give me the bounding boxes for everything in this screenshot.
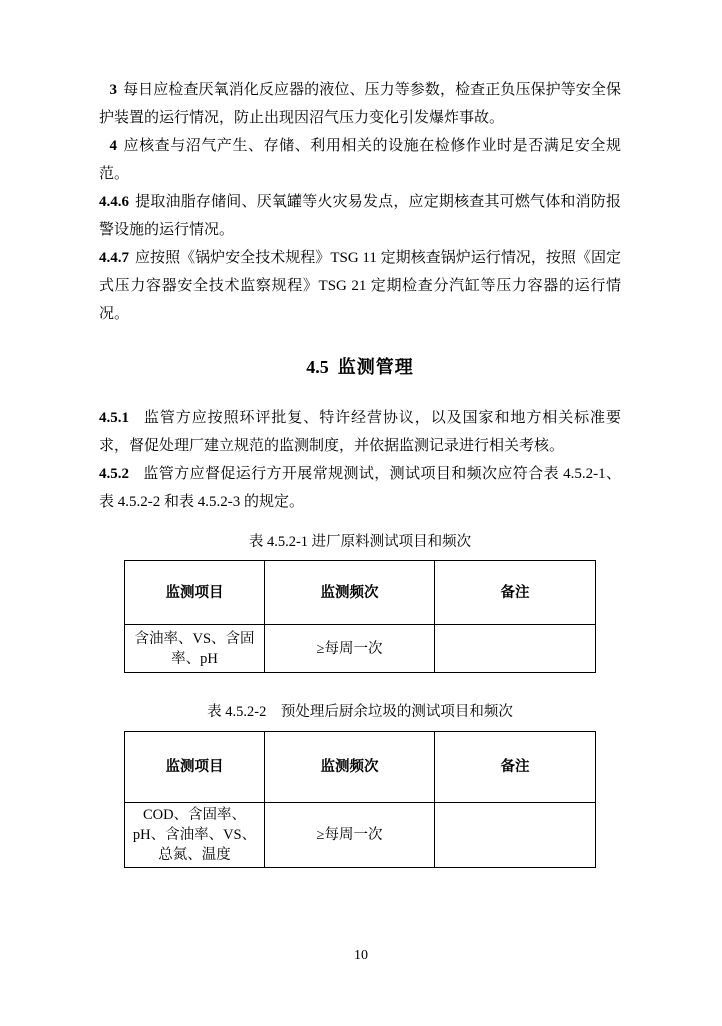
table-caption-4-5-2-2: 表 4.5.2-2 预处理后厨余垃圾的测试项目和频次: [207, 704, 513, 720]
header-cell-item: 监测项目: [125, 732, 265, 803]
clause-text: 提取油脂存储间、厌氧罐等火灾易发点，应定期核查其可燃气体和消防报警设施的运行情况。: [99, 194, 621, 238]
clause-paragraph-3: [99, 76, 621, 132]
table-row: [125, 803, 596, 868]
clause-paragraph-4-5-1: [99, 404, 621, 460]
data-cell-frequency: ≥每周一次: [265, 803, 435, 868]
clause-number: 4.5.1: [99, 410, 129, 426]
page-number: 10: [354, 948, 368, 963]
data-cell-item: 含油率、VS、含固率、pH: [125, 625, 265, 673]
clause-text: 应按照《锅炉安全技术规程》TSG 11 定期核查锅炉运行情况，按照《固定式压力容器安全技术监察规程》TSG 21 定期检查分汽缸等压力容器的运行情况。: [99, 250, 621, 322]
header-cell-frequency: 监测频次: [265, 732, 435, 803]
data-cell-note: [435, 803, 596, 868]
clause-paragraph-4-5-2: [99, 460, 621, 516]
table-header-row: [125, 732, 596, 803]
clause-number: 4.4.7: [99, 250, 129, 266]
data-cell-frequency: ≥每周一次: [265, 625, 435, 673]
clause-text: 每日应检查厌氧消化反应器的液位、压力等参数，检查正负压保护等安全保护装置的运行情况，防止出现因沼气压力变化引发爆炸事故。: [99, 82, 621, 126]
clause-text: 监管方应按照环评批复、特许经营协议，以及国家和地方相关标准要求，督促处理厂建立规范的监测制度，并依据监测记录进行相关考核。: [99, 410, 621, 454]
table-header-row: [125, 561, 596, 625]
clause-text: 应核查与沼气产生、存储、利用相关的设施在检修作业时是否满足安全规范。: [99, 138, 621, 182]
clause-number: 4.4.6: [99, 194, 129, 210]
clause-paragraph-4-4-7: [99, 244, 621, 328]
clause-paragraph-4-4-6: [99, 188, 621, 244]
table-row: [125, 625, 596, 673]
section-number: 4.5: [306, 357, 329, 377]
header-cell-item: 监测项目: [125, 561, 265, 625]
header-cell-note: 备注: [435, 561, 596, 625]
clause-number: 3: [109, 82, 117, 98]
monitoring-table-raw-material: [124, 560, 596, 673]
clause-text: 监管方应督促运行方开展常规测试，测试项目和频次应符合表 4.5.2-1、表 4.5.2-2 和表 4.5.2-3 的规定。: [99, 466, 621, 510]
section-heading: [99, 352, 621, 382]
data-cell-note: [435, 625, 596, 673]
clause-number: 4.5.2: [99, 466, 129, 482]
header-cell-note: 备注: [435, 732, 596, 803]
section-title: 监测管理: [337, 357, 414, 377]
header-cell-frequency: 监测频次: [265, 561, 435, 625]
data-cell-item: COD、含固率、pH、含油率、VS、总氮、温度: [125, 803, 265, 868]
clause-number: 4: [109, 138, 117, 154]
monitoring-table-pretreated-waste: [124, 731, 596, 868]
table-caption-4-5-2-1: 表 4.5.2-1 进厂原料测试项目和频次: [248, 534, 472, 550]
clause-paragraph-4: [99, 132, 621, 188]
